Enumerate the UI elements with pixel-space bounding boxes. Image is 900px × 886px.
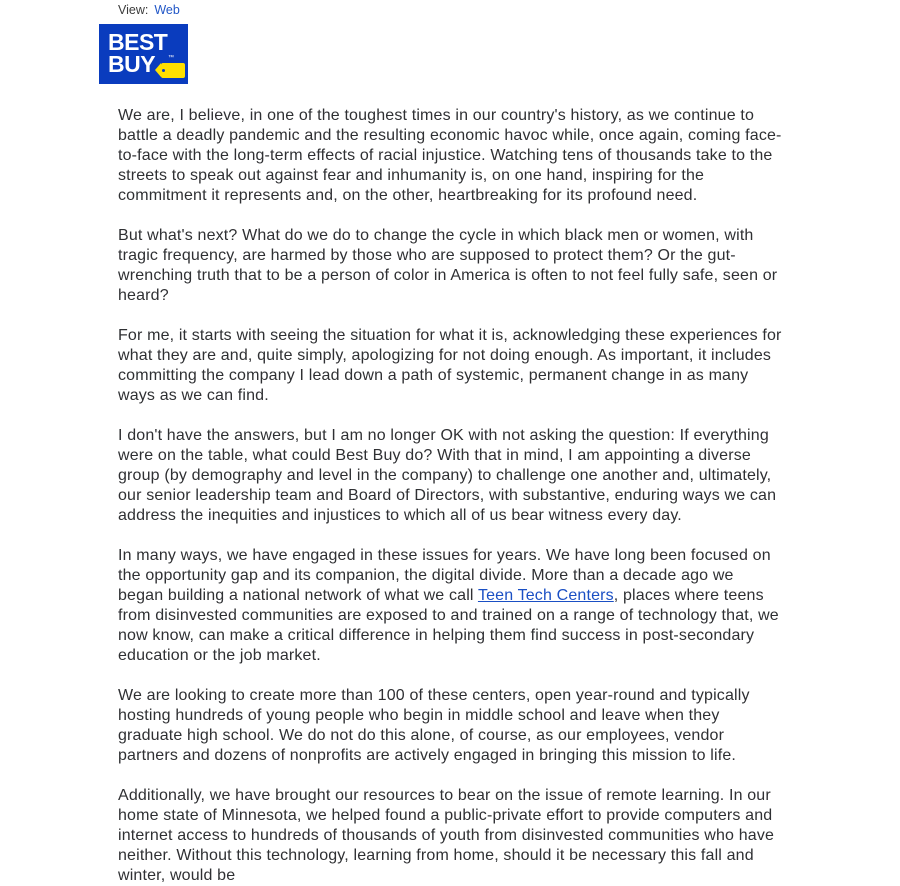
logo-word-best: BEST (108, 29, 168, 55)
letter-body (118, 106, 782, 886)
paragraph-3: For me, it starts with seeing the situation for what it is, acknowledging these experiences for what they are and, quite simply, apologizing for not doing enough. As important, it includes committing the company I lead down a path of systemic, permanent change in as many ways as we can find. (118, 327, 782, 404)
trademark-icon: ™ (168, 55, 174, 61)
paragraph-1: We are, I believe, in one of the toughest times in our country's history, as we continue to battle a deadly pandemic and the resulting economic havoc while, once again, coming face-to-face with the long-term effects of racial injustice. Watching tens of thousands take to the streets to speak out against fear and inhumanity is, on one hand, inspiring for the commitment it represents and, on the other, heartbreaking for its profound need. (118, 107, 782, 204)
paragraph-5-text-after: , places where teens from disinvested communities are exposed to and trained on a range of technology that, we now know, can make a critical difference in helping them find success in post-secondary education or the job market. (118, 587, 779, 664)
price-tag-icon (161, 63, 185, 78)
teen-tech-centers-link[interactable]: Teen Tech Centers (477, 587, 614, 604)
best-buy-logo (99, 24, 188, 84)
paragraph-7: Additionally, we have brought our resources to bear on the issue of remote learning. In our home state of Minnesota, we helped found a public-private effort to provide computers and internet access to hundreds of thousands of youth from disinvested communities who have neither. Without this technology, learning from home, should it be necessary this fall and winter, would be (118, 787, 775, 884)
paragraph-5 (118, 546, 782, 666)
best-buy-logo-inner (99, 24, 188, 84)
view-label: View: (118, 3, 149, 17)
paragraph-4: I don't have the answers, but I am no longer OK with not asking the question: If everything were on the table, what could Best Buy do? With that in mind, I am appointing a diverse group (by demography and level in the company) to challenge one another and, ultimately, our senior leadership team and Board of Directors, with substantive, enduring ways we can address the inequities and injustices to which all of us bear witness every day. (118, 427, 777, 524)
view-web-link[interactable]: Web (154, 3, 180, 17)
view-bar (118, 2, 180, 18)
logo-word-buy: BUY (108, 51, 156, 77)
paragraph-5-text-before: In many ways, we have engaged in these issues for years. We have long been focused on the opportunity gap and its companion, the digital divide. More than a decade ago we began building a national network of what we call (118, 547, 771, 604)
paragraph-2: But what's next? What do we do to change the cycle in which black men or women, with tragic frequency, are harmed by those who are supposed to protect them? Or the gut-wrenching truth that to be a person of color in America is often to not feel fully safe, seen or heard? (118, 227, 778, 304)
paragraph-6: We are looking to create more than 100 of these centers, open year-round and typically hosting hundreds of young people who begin in middle school and leave when they graduate high school. We do not do this alone, of course, as our employees, vendor partners and dozens of nonprofits are actively engaged in bringing this mission to life. (118, 687, 750, 764)
